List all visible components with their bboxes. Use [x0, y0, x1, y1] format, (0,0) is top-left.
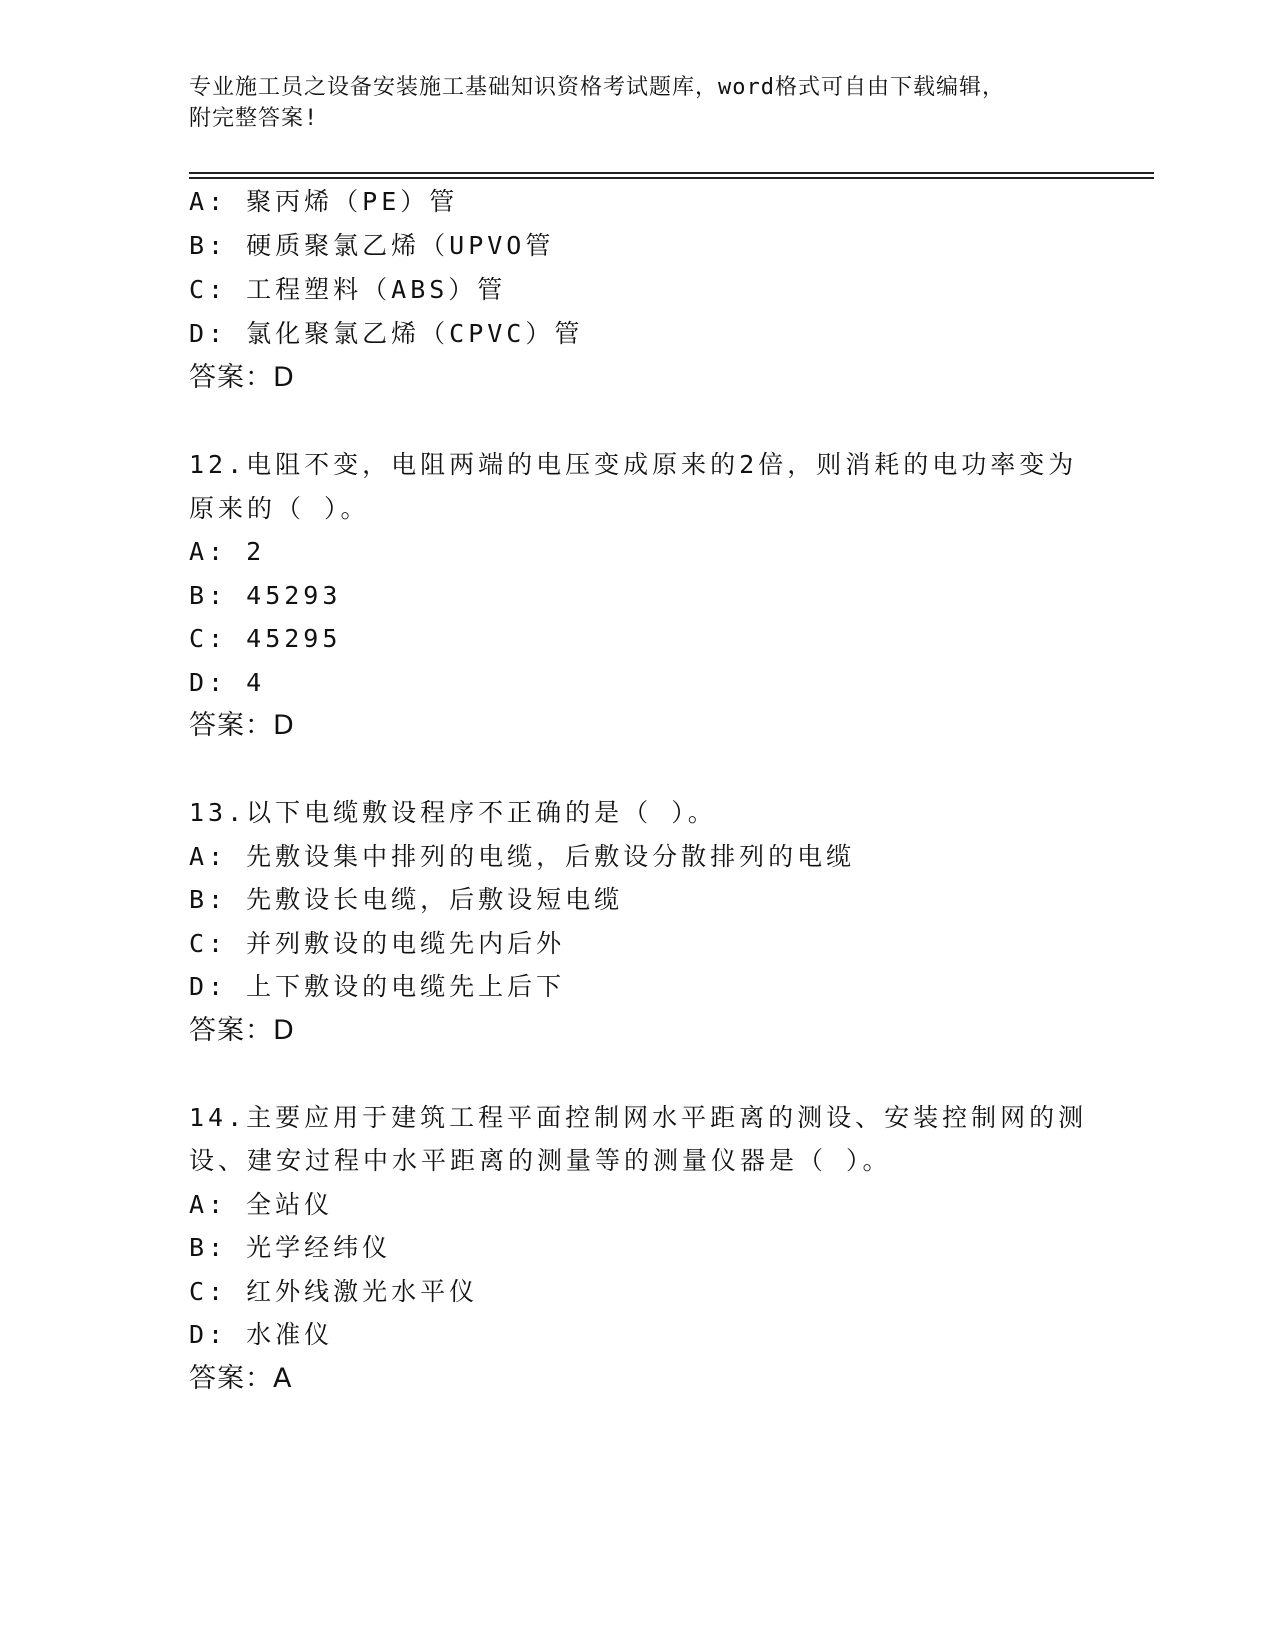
document-header-line-2: 附完整答案! — [189, 106, 319, 131]
q11-option-b: B: 硬质聚氯乙烯（UPVO管 — [189, 231, 555, 260]
q13-option-c: C: 并列敷设的电缆先内后外 — [189, 929, 566, 958]
q12-answer: 答案：D — [189, 710, 295, 741]
q14-option-c: C: 红外线激光水平仪 — [189, 1277, 479, 1306]
q13-answer: 答案：D — [189, 1015, 295, 1046]
header-divider-bottom — [189, 177, 1154, 179]
q12-option-d: D: 4 — [189, 668, 266, 697]
q14-stem-line-1: 14.主要应用于建筑工程平面控制网水平距离的测设、安装控制网的测 — [189, 1103, 1088, 1132]
q11-option-d: D: 氯化聚氯乙烯（CPVC）管 — [189, 319, 584, 348]
q12-option-a: A: 2 — [189, 537, 266, 566]
q14-option-d: D: 水准仪 — [189, 1320, 334, 1349]
q13-option-b: B: 先敷设长电缆，后敷设短电缆 — [189, 885, 624, 914]
q14-option-b: B: 光学经纬仪 — [189, 1233, 392, 1262]
q12-option-c: C: 45295 — [189, 624, 342, 653]
document-header-line-1: 专业施工员之设备安装施工基础知识资格考试题库，word格式可自由下载编辑， — [189, 75, 1005, 100]
q12-stem-line-1: 12.电阻不变，电阻两端的电压变成原来的2倍，则消耗的电功率变为 — [189, 450, 1078, 479]
q12-stem-line-2: 原来的（ ）。 — [189, 494, 370, 523]
q14-option-a: A: 全站仪 — [189, 1190, 334, 1219]
q13-option-a: A: 先敷设集中排列的电缆，后敷设分散排列的电缆 — [189, 842, 856, 871]
q13-option-d: D: 上下敷设的电缆先上后下 — [189, 972, 566, 1001]
q12-option-b: B: 45293 — [189, 581, 342, 610]
q14-stem-line-2: 设、建安过程中水平距离的测量等的测量仪器是（ ）。 — [189, 1146, 892, 1175]
q11-answer: 答案：D — [189, 362, 295, 393]
q14-answer: 答案：A — [189, 1363, 293, 1394]
header-divider-top — [189, 172, 1154, 174]
q11-option-a: A: 聚丙烯（PE）管 — [189, 187, 459, 216]
q13-stem-line-1: 13.以下电缆敷设程序不正确的是（ ）。 — [189, 798, 717, 827]
q11-option-c: C: 工程塑料（ABS）管 — [189, 275, 507, 304]
